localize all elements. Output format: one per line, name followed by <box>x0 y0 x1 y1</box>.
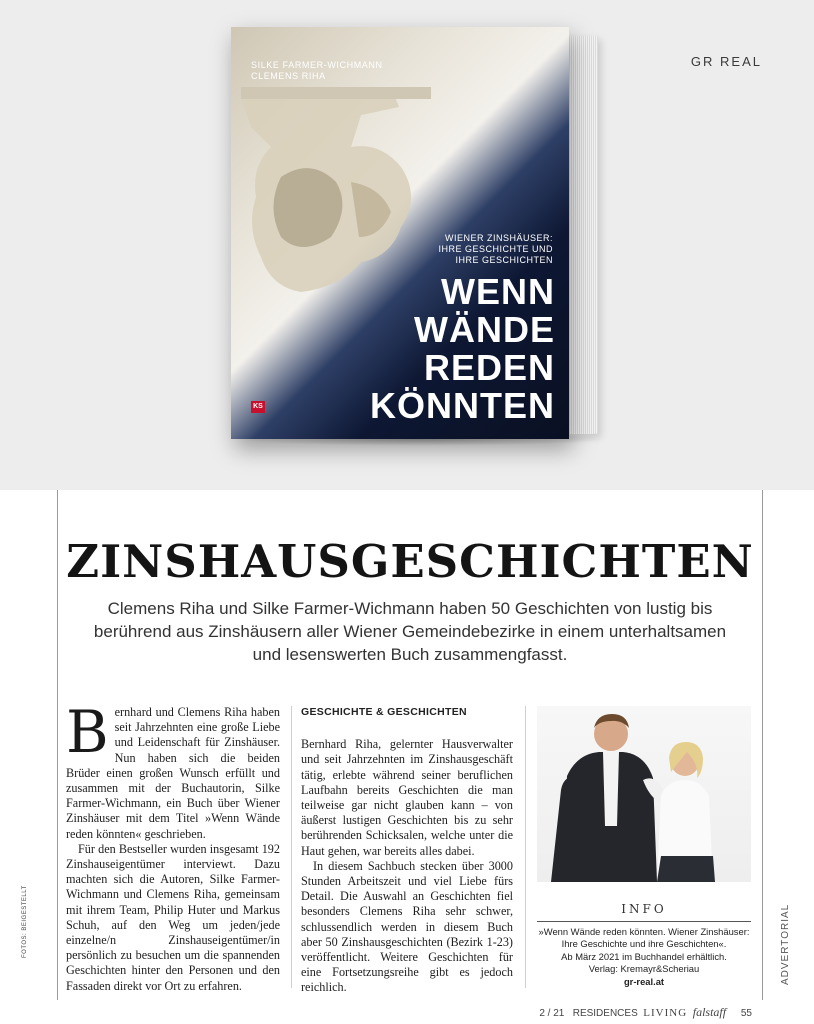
book-cover <box>231 27 569 439</box>
author-1: SILKE FARMER-WICHMANN <box>251 60 383 70</box>
issue-number: 2 / 21 <box>539 1008 565 1019</box>
hero-image <box>0 0 814 490</box>
paragraph: Für den Bestseller wurden insgesamt 192 Zinshauseigentümer interviewt. Dazu machten sich die Autoren, Silke Farmer-Wichmann und Clemens Riha, gemeinsam mit ihrem Team, Philip Huter und Markus Schuh, auf den Weg um jeden/jede einzelne/n Zinshauseigentümer/in persönlich zu besuchen um die spannenden Geschichten hinter den Personen und den Fassaden direkt vor Ort zu erfahren. <box>66 841 280 993</box>
lead-paragraph: Clemens Riha und Silke Farmer-Wichmann haben 50 Geschichten von lustig bis berührend aus Zinshäusern aller Wiener Gemeindebezirke in einem unterhaltsamen und lesenswerten Buch zusammengfasst. <box>93 599 727 664</box>
subtitle-line: IHRE GESCHICHTE UND <box>438 244 553 254</box>
info-line: Ab März 2021 im Buchhandel erhältlich. <box>561 950 727 962</box>
column-2 <box>301 705 513 996</box>
page-number: 55 <box>740 1008 752 1019</box>
title-line: WÄNDE <box>414 309 555 350</box>
author-2: CLEMENS RIHA <box>251 71 326 81</box>
paragraph <box>66 698 280 842</box>
brand-tag: GR REAL <box>690 54 762 69</box>
section-name: RESIDENCES <box>572 1008 638 1019</box>
column-divider <box>525 706 526 988</box>
section-heading: GESCHICHTE & GESCHICHTEN <box>301 706 467 718</box>
paragraph: Bernhard Riha, gelernter Hausverwalter und seit Jahrzehnten im Zinshausgeschäft tätig, erlebte während seiner beruflichen Laufbahn bereits Geschichten die man teilweise gar nicht glauben kann – von äußerst lustigen Geschichten bis zu sehr berührenden Schicksalen, welche unter die Haut gehen, war bereits alles dabei. <box>301 737 513 858</box>
title-line: KÖNNTEN <box>370 385 555 426</box>
magazine-logo: falstaff <box>692 1005 727 1019</box>
column-1 <box>66 698 280 994</box>
book-title <box>370 273 555 425</box>
info-title: INFO <box>621 902 667 916</box>
advertorial-label: ADVERTORIAL <box>780 903 791 985</box>
title-line: REDEN <box>423 347 555 388</box>
book-subtitle <box>393 233 553 266</box>
info-url-link[interactable]: gr-real.at <box>623 975 665 987</box>
authors-photo-illustration <box>537 706 751 882</box>
left-rule <box>57 490 58 1000</box>
paragraph: In diesem Sachbuch stecken über 3000 Stunden Arbeitszeit und viel Liebe fürs Detail. Die Auswahl an Geschichten fiel besonders Clemens Riha sehr schwer, schlussendlich werden in diesem Buch aber 50 Zinshausgeschichten (Bezirk 1-23) veröffentlicht. Weitere Geschichten für eine Fortsetzungsreihe gibt es jedoch reichlich. <box>301 858 513 995</box>
subtitle-line: WIENER ZINSHÄUSER: <box>444 233 553 243</box>
info-box <box>537 926 751 988</box>
living-logo: LIVING <box>643 1007 688 1019</box>
photo-credit: FOTOS: BEIGESTELLT <box>22 885 28 958</box>
drop-cap: B <box>66 698 109 766</box>
publisher-logo: KS <box>251 401 265 413</box>
page-footer <box>539 1005 752 1020</box>
info-divider <box>537 921 751 922</box>
authors-photo <box>537 706 751 882</box>
subtitle-line: IHRE GESCHICHTEN <box>455 255 553 265</box>
info-line: »Wenn Wände reden könnten. Wiener Zinshäuser: Ihre Geschichte und ihre Geschichten«. <box>538 926 750 950</box>
right-rule <box>762 490 763 1000</box>
title-line: WENN <box>441 271 555 312</box>
page-title: ZINSHAUSGESCHICHTEN <box>66 535 754 588</box>
info-line: Verlag: Kremayr&Scheriau <box>588 963 700 975</box>
book-authors <box>251 60 383 82</box>
paragraph-text: ernhard und Clemens Riha haben seit Jahrzehnten eine große Liebe und Leidenschaft für Zinshäuser. Nun haben sich die beiden Brüder einen großen Wunsch erfüllt und zusammen mit der Buchautorin, Silke Farmer-Wichmann, ein Buch über Wiener Zinshäuser mit dem Titel »Wenn Wände reden könnten« geschrieben. <box>66 705 280 841</box>
column-divider <box>291 706 292 988</box>
